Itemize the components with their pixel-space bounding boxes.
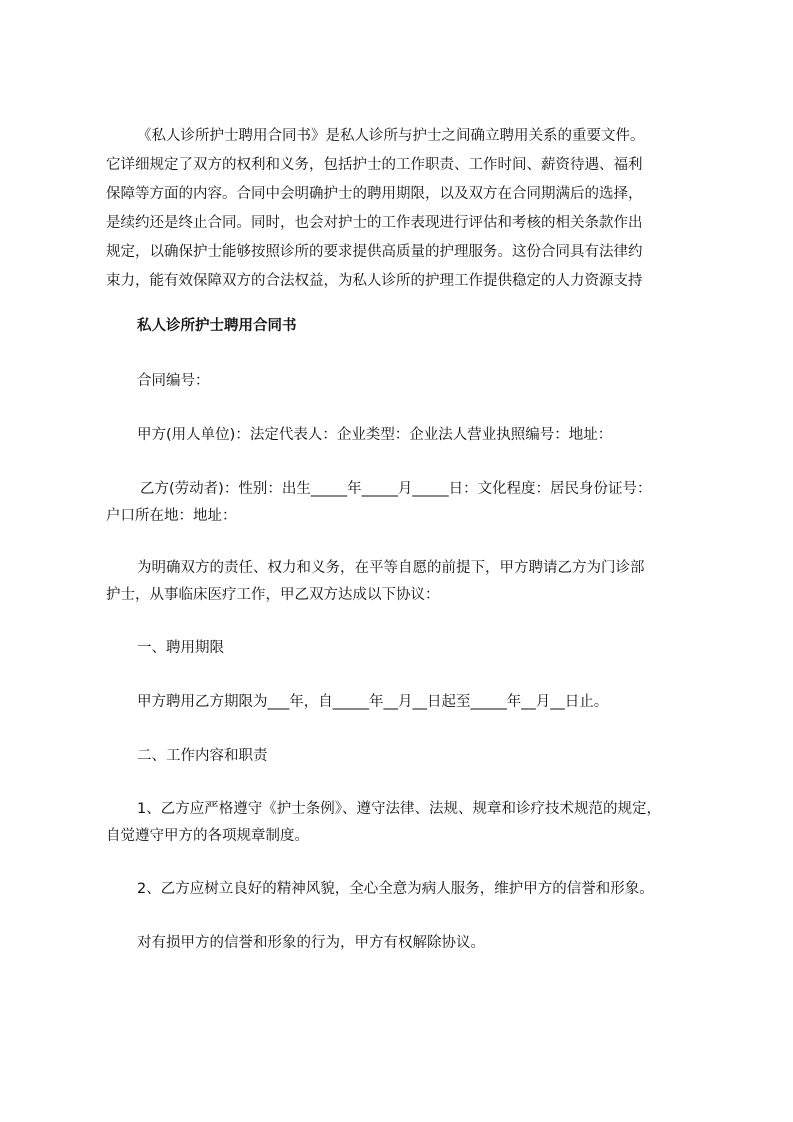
section-2-item-1-line-1: 1、乙方应严格遵守《护士条例》、遵守法律、法规、规章和诊疗技术规范的规定，: [137, 801, 661, 817]
section-2-heading: 二、工作内容和职责: [137, 748, 268, 764]
party-a-line: 甲方(用人单位)：法定代表人：企业类型：企业法人营业执照编号：地址：: [137, 427, 613, 443]
contract-title: 私人诊所护士聘用合同书: [137, 318, 297, 334]
section-2-note: 对有损甲方的信誉和形象的行为，甲方有权解除协议。: [137, 935, 485, 951]
intro-line-5: 规定，以确保护士能够按照诊所的要求提供高质量的护理服务。这份合同具有法律约: [106, 244, 643, 260]
preamble-line-1: 为明确双方的责任、权力和义务，在平等自愿的前提下，甲方聘请乙方为门诊部: [137, 560, 645, 576]
section-1-text: 甲方聘用乙方期限为___年，自_____年__月__日起至_____年__月__日止。: [137, 694, 609, 710]
intro-line-6: 束力，能有效保障双方的合法权益，为私人诊所的护理工作提供稳定的人力资源支持: [106, 273, 643, 289]
party-b-line-1: 乙方(劳动者)：性别：出生_____年_____月_____日：文化程度：居民身份证号：: [140, 481, 652, 497]
section-1-heading: 一、聘用期限: [137, 640, 224, 656]
intro-line-1: 《私人诊所护士聘用合同书》是私人诊所与护士之间确立聘用关系的重要文件。: [137, 128, 645, 144]
intro-line-3: 保障等方面的内容。合同中会明确护士的聘用期限，以及双方在合同期满后的选择，: [106, 186, 643, 202]
section-2-item-1-line-2: 自觉遵守甲方的各项规章制度。: [106, 828, 309, 844]
intro-line-2: 它详细规定了双方的权利和义务，包括护士的工作职责、工作时间、薪资待遇、福利: [106, 157, 643, 173]
party-b-line-2: 户口所在地：地址：: [106, 508, 237, 524]
section-2-item-2: 2、乙方应树立良好的精神风貌，全心全意为病人服务，维护甲方的信誉和形象。: [137, 881, 654, 897]
intro-line-4: 是续约还是终止合同。同时，也会对护士的工作表现进行评估和考核的相关条款作出: [106, 215, 643, 231]
contract-number-label: 合同编号：: [137, 373, 210, 389]
preamble-line-2: 护士，从事临床医疗工作，甲乙双方达成以下协议：: [106, 587, 440, 603]
